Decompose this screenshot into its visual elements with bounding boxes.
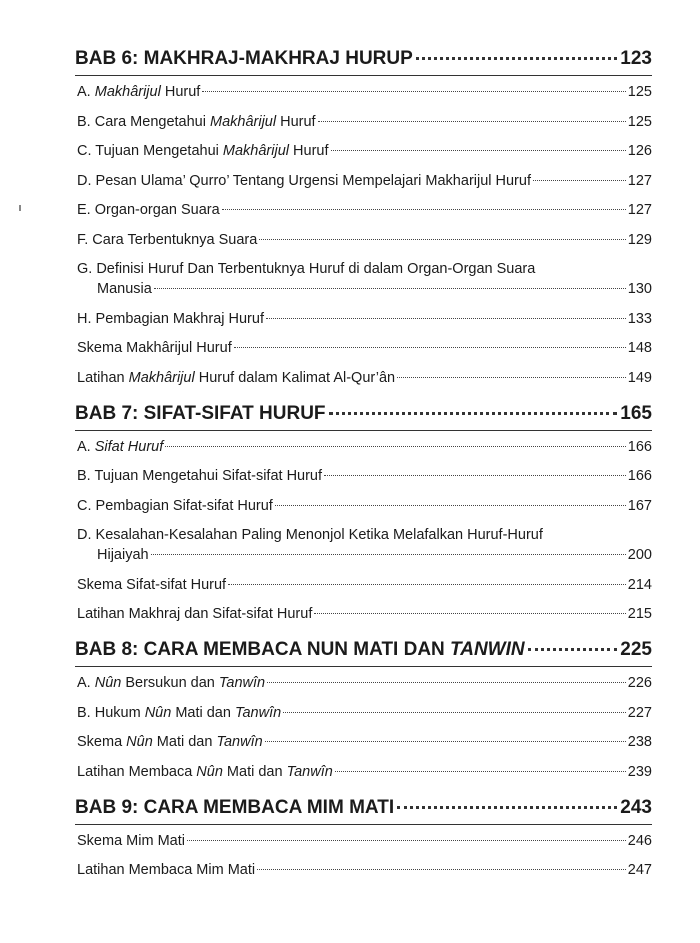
entry-title <box>77 230 257 250</box>
chapter-heading[interactable] <box>75 795 652 825</box>
entry-title <box>77 831 185 851</box>
chapter-section <box>75 46 652 388</box>
chapter-title-part: TANWIN <box>450 639 525 660</box>
entry-page-number: 246 <box>627 832 652 849</box>
entry-page-number: 148 <box>627 340 652 356</box>
entry-title-part: Nûn <box>126 734 153 750</box>
entry-page-number: 149 <box>627 369 652 386</box>
entry-title-part: Skema Makhârijul Huruf <box>77 340 232 356</box>
entry-title-part: Huruf <box>160 84 201 100</box>
entry-title-part: Bersukun dan <box>121 675 219 691</box>
entry-title-part: Latihan Membaca <box>77 763 197 780</box>
chapter-title <box>75 637 525 663</box>
entry-page-number: 127 <box>627 202 652 218</box>
entry-title-part: Tanwîn <box>234 704 282 721</box>
toc-entry[interactable] <box>77 466 652 486</box>
toc-entry[interactable] <box>77 525 652 565</box>
toc-entry[interactable] <box>77 604 652 624</box>
entry-title-part: Makhârijul <box>94 84 161 100</box>
entry-title-part: Makhârijul <box>210 113 277 130</box>
entry-page-number: 125 <box>627 84 652 100</box>
entry-title <box>77 732 263 752</box>
entry-title-part: Makhârijul <box>128 369 195 386</box>
entry-title <box>77 141 329 161</box>
chapter-page-number: 243 <box>620 796 652 818</box>
toc-entry[interactable] <box>77 200 652 220</box>
toc-entry[interactable] <box>77 338 652 358</box>
toc-entry[interactable] <box>77 141 652 161</box>
entry-page-number: 126 <box>627 143 652 159</box>
entry-title-part: Huruf <box>289 143 329 159</box>
entry-title <box>77 437 163 457</box>
entry-title <box>77 82 200 102</box>
entry-title <box>77 200 220 220</box>
dot-leader <box>397 806 617 809</box>
dot-leader <box>533 180 626 181</box>
dot-leader <box>266 318 626 319</box>
entry-title-line: D. Kesalahan-Kesalahan Paling Menonjol Ketika Melafalkan Huruf-Huruf <box>77 527 543 543</box>
entry-title-part: Nûn <box>94 675 122 691</box>
entry-title-part: Tanwîn <box>216 734 263 750</box>
dot-leader <box>528 648 618 651</box>
toc-entry[interactable] <box>77 171 652 191</box>
entry-title <box>77 171 531 191</box>
dot-leader <box>257 869 626 870</box>
entry-title-part: Skema <box>77 734 127 750</box>
toc-entry[interactable] <box>77 437 652 457</box>
toc-entry[interactable] <box>77 496 652 516</box>
entry-title <box>77 860 255 880</box>
entry-title <box>77 466 322 486</box>
dot-leader <box>275 505 626 506</box>
toc-entry[interactable] <box>77 368 652 388</box>
entry-title-part: Nûn <box>144 704 172 721</box>
toc-entry[interactable] <box>77 112 652 132</box>
dot-leader <box>314 613 625 614</box>
entry-title-part: D. Pesan Ulama’ Qurro’ Tentang Urgensi Mempelajari Makharijul Huruf <box>77 172 531 189</box>
entry-continuation <box>77 279 652 299</box>
entry-page-number: 227 <box>627 704 652 721</box>
chapter-title <box>75 795 394 821</box>
dot-leader <box>234 347 626 348</box>
table-of-contents <box>75 46 652 893</box>
entry-page-number: 247 <box>627 862 652 878</box>
entry-page-number: 226 <box>627 675 652 691</box>
entry-title-part: Latihan Membaca Mim Mati <box>77 862 256 878</box>
entry-title <box>77 368 395 388</box>
entry-title <box>77 762 333 782</box>
dot-leader <box>329 412 618 415</box>
chapter-section <box>75 401 652 625</box>
dot-leader <box>154 288 626 289</box>
entry-title-part: Mati dan <box>222 763 287 780</box>
entry-title <box>77 496 273 516</box>
chapter-section <box>75 637 652 782</box>
chapter-title-part: BAB 7: SIFAT-SIFAT HURUF <box>75 402 326 424</box>
entry-page-number: 215 <box>627 606 652 622</box>
page-mark <box>19 205 21 211</box>
toc-entry[interactable] <box>77 309 652 329</box>
toc-entry[interactable] <box>77 673 652 693</box>
entry-title <box>77 673 265 693</box>
entry-page-number: 129 <box>627 231 652 248</box>
entry-page-number: 133 <box>627 310 652 327</box>
entry-title-part: A. <box>77 438 95 455</box>
entry-title-part: Skema Sifat-sifat Huruf <box>77 576 227 593</box>
entry-title <box>77 309 264 329</box>
dot-leader <box>283 712 626 713</box>
chapter-heading[interactable] <box>75 46 652 76</box>
entry-title-line: G. Definisi Huruf Dan Terbentuknya Huruf di dalam Organ-Organ Suara <box>77 261 536 277</box>
entry-title <box>77 112 316 132</box>
dot-leader <box>331 150 626 151</box>
dot-leader <box>151 554 626 555</box>
entry-title-part: Hijaiyah <box>97 547 149 563</box>
entry-title-part: Huruf dalam Kalimat Al-Qur’ân <box>194 369 396 386</box>
chapter-section <box>75 795 652 881</box>
dot-leader <box>267 682 626 683</box>
entry-title-part: F. Cara Terbentuknya Suara <box>77 231 258 248</box>
chapter-heading[interactable] <box>75 401 652 431</box>
entry-title-part: Tanwîn <box>218 675 266 691</box>
dot-leader <box>265 741 626 742</box>
toc-entry[interactable] <box>77 732 652 752</box>
entry-title-part: A. <box>77 84 95 100</box>
entry-title-part: C. Tujuan Mengetahui <box>77 143 223 159</box>
entry-title-part: Latihan <box>77 369 129 386</box>
entry-title <box>77 604 312 624</box>
toc-entry[interactable] <box>77 259 652 299</box>
entry-title-part: Latihan Makhraj dan Sifat-sifat Huruf <box>77 606 313 622</box>
toc-entry[interactable] <box>77 703 652 723</box>
entry-title-part: Sifat Huruf <box>94 438 164 455</box>
dot-leader <box>165 446 626 447</box>
toc-entry[interactable] <box>77 860 652 880</box>
entry-title-part: Mati dan <box>152 734 217 750</box>
chapter-title <box>75 401 326 427</box>
entry-title-part: Manusia <box>97 281 152 297</box>
entry-title-part: Skema Mim Mati <box>77 832 185 849</box>
entry-page-number: 167 <box>627 497 652 514</box>
entry-title <box>77 338 232 358</box>
toc-entry[interactable] <box>77 230 652 250</box>
dot-leader <box>416 57 618 60</box>
entry-page-number: 238 <box>627 734 652 750</box>
entry-title-part: B. Tujuan Mengetahui Sifat-sifat Huruf <box>77 468 323 484</box>
toc-entry[interactable] <box>77 575 652 595</box>
entry-title-part: H. Pembagian Makhraj Huruf <box>77 310 264 327</box>
entry-page-number: 166 <box>627 468 652 484</box>
chapter-page-number: 225 <box>620 639 652 660</box>
toc-entry[interactable] <box>77 82 652 102</box>
entry-title-part: C. Pembagian Sifat-sifat Huruf <box>77 497 273 514</box>
dot-leader <box>335 771 626 772</box>
entry-title-part: Nûn <box>196 763 223 780</box>
entry-title <box>77 575 226 595</box>
chapter-heading[interactable] <box>75 637 652 667</box>
entry-title-part: Tanwîn <box>286 763 333 780</box>
entry-page-number: 166 <box>627 438 652 455</box>
chapter-title <box>75 46 413 72</box>
entry-page-number: 130 <box>627 281 652 297</box>
chapter-title-part: BAB 9: CARA MEMBACA MIM MATI <box>75 796 395 818</box>
chapter-title-part: BAB 6: MAKHRAJ-MAKHRAJ HURUP <box>75 48 413 69</box>
chapter-page-number: 165 <box>620 402 652 424</box>
entry-title <box>97 279 152 299</box>
dot-leader <box>187 840 626 841</box>
entry-page-number: 127 <box>627 172 652 189</box>
entry-title-part: B. Hukum <box>77 704 145 721</box>
entry-title-part: A. <box>77 675 95 691</box>
chapter-page-number: 123 <box>620 48 652 69</box>
entry-title <box>77 703 281 723</box>
entry-title-part: Mati dan <box>171 704 235 721</box>
entry-title-part: Huruf <box>276 113 316 130</box>
dot-leader <box>324 475 626 476</box>
dot-leader <box>202 91 625 92</box>
entry-title-part: B. Cara Mengetahui <box>77 113 210 130</box>
dot-leader <box>222 209 626 210</box>
chapter-title-part: BAB 8: CARA MEMBACA NUN MATI DAN <box>75 639 451 660</box>
toc-entry[interactable] <box>77 831 652 851</box>
entry-title-part: E. Organ-organ Suara <box>77 202 220 218</box>
entry-page-number: 214 <box>627 576 652 593</box>
entry-page-number: 239 <box>627 763 652 780</box>
dot-leader <box>318 121 626 122</box>
entry-title <box>97 545 149 565</box>
entry-page-number: 125 <box>627 113 652 130</box>
dot-leader <box>259 239 626 240</box>
toc-entry[interactable] <box>77 762 652 782</box>
dot-leader <box>228 584 626 585</box>
dot-leader <box>397 377 626 378</box>
entry-title-part: Makhârijul <box>222 143 289 159</box>
entry-page-number: 200 <box>627 547 652 563</box>
entry-continuation <box>77 545 652 565</box>
